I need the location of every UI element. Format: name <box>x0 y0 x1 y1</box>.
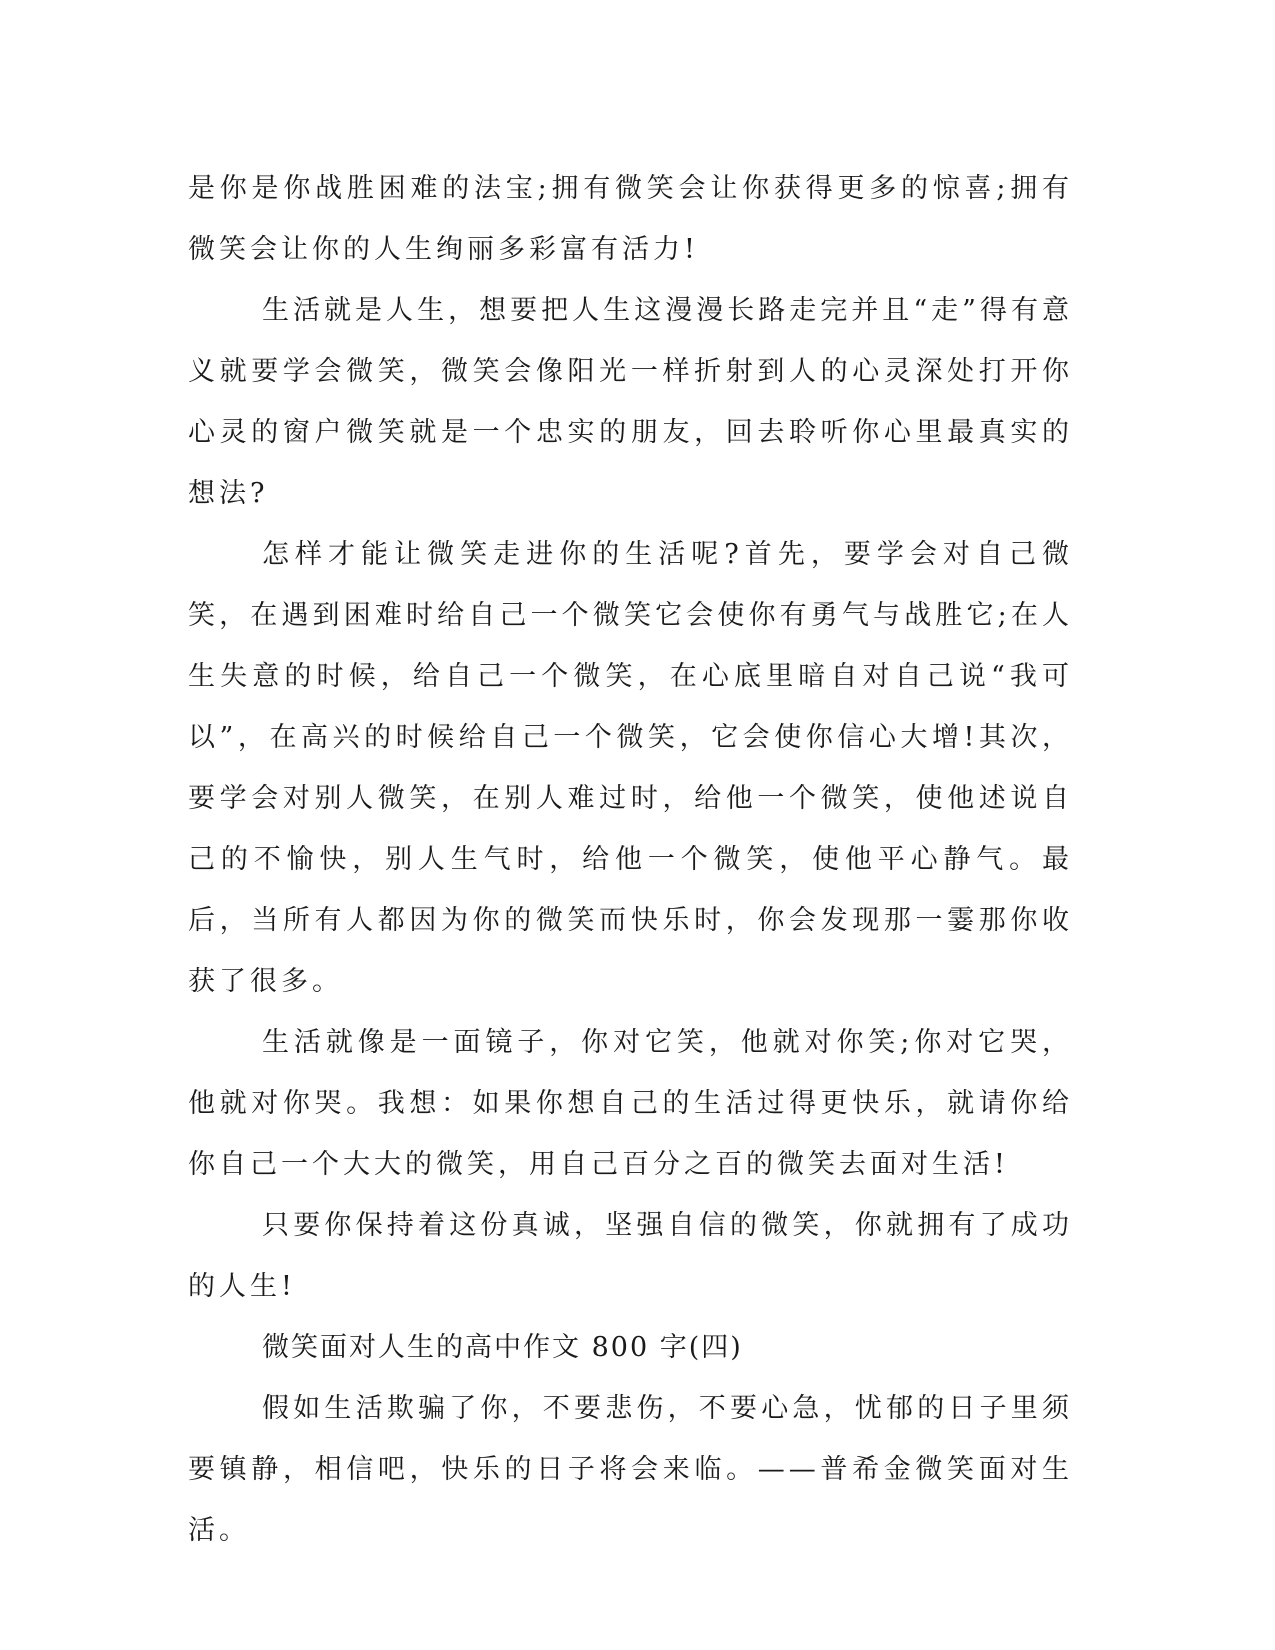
paragraph-5: 只要你保持着这份真诚，坚强自信的微笑，你就拥有了成功的人生! <box>188 1210 1073 1302</box>
section-heading: 微笑面对人生的高中作文 800 字(四) <box>262 1332 743 1363</box>
paragraph-3: 怎样才能让微笑走进你的生活呢?首先，要学会对自己微笑，在遇到困难时给自己一个微笑它会使你有勇气与战胜它;在人生失意的时候，给自己一个微笑，在心底里暗自对自己说“我可以”，在高兴的时候给自己一个微笑，它会使你信心大增!其次，要学会对别人微笑，在别人难过时，给他一个微笑，使他述说自己的不愉快，别人生气时，给他一个微笑，使他平心静气。最后，当所有人都因为你的微笑而快乐时，你会发现那一霎那你收获了很多。 <box>188 539 1073 997</box>
essay-body <box>188 158 1073 1561</box>
paragraph-4: 生活就像是一面镜子，你对它笑，他就对你笑;你对它哭，他就对你哭。我想：如果你想自己的生活过得更快乐，就请你给你自己一个大大的微笑，用自己百分之百的微笑去面对生活! <box>188 1027 1073 1180</box>
paragraph-6: 假如生活欺骗了你，不要悲伤，不要心急，忧郁的日子里须要镇静，相信吧，快乐的日子将会来临。——普希金微笑面对生活。 <box>188 1393 1073 1546</box>
paragraph-1: 是你是你战胜困难的法宝;拥有微笑会让你获得更多的惊喜;拥有微笑会让你的人生绚丽多彩富有活力! <box>188 173 1073 265</box>
paragraph-2: 生活就是人生，想要把人生这漫漫长路走完并且“走”得有意义就要学会微笑，微笑会像阳光一样折射到人的心灵深处打开你心灵的窗户微笑就是一个忠实的朋友，回去聆听你心里最真实的想法? <box>188 295 1073 509</box>
